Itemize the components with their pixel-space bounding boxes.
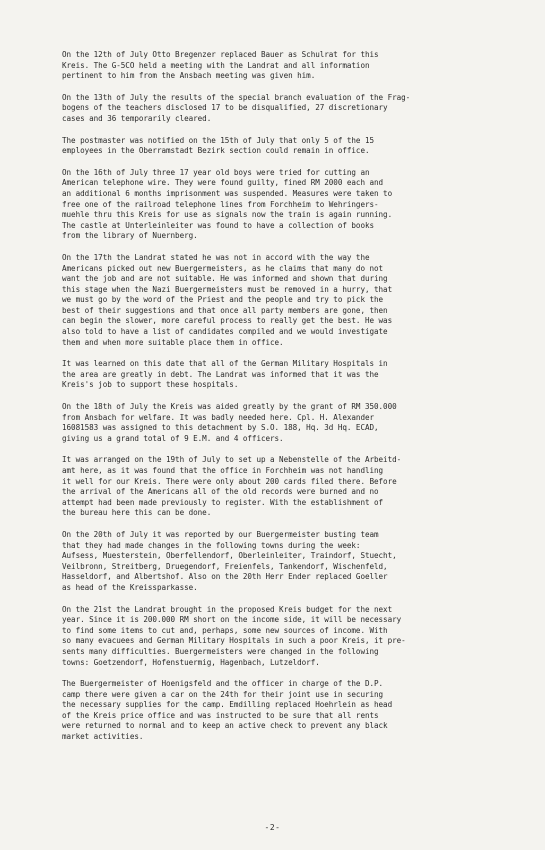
paragraph-kreis-budget: On the 21st the Landrat brought in the proposed Kreis budget for the next year. Since it is 200.000 RM short on the income side, it will be necessary to find some items to cut and, perhaps, some new sources of income. With so many evacuees and German Military Hospitals in such a poor Kreis, it pre- sents many difficulties. Buergermeisters were changed in the following towns: Goetzendorf, Hofenstuermig, Hagenbach, Lutzeldorf. — [62, 604, 406, 667]
paragraph-landrat-buergermeisters: On the 17th the Landrat stated he was not in accord with the way the Americans picked out new Buergermeisters, as he claims that many do not want the job and are not suitable. He was informed and shown that during this stage when the Nazi Buergermeisters must be removed in a hurry, that we must go by the word of the Priest and the people and try to pick the best of their suggestions and that once all party members are gone, then can begin the slower, more careful process to really get the best. He was also told to have a list of candidates compiled and we would investigate them and when more suitable place them in office. — [62, 252, 393, 347]
paragraph-welfare-grant: On the 18th of July the Kreis was aided greatly by the grant of RM 350.000 from Ansbach for welfare. It was badly needed here. Cpl. H. Alexander 16081583 was assigned to this detachment by S.O. 188, Hq. 3d Hq. ECAD, giving us a grand total of 9 E.M. and 4 officers. — [62, 402, 397, 443]
paragraph-busting-team: On the 20th of July it was reported by our Buergermeister busting team that they had made changes in the following towns during the week: Aufsess, Muesterstein, Oberfellendorf, Oberleinleiter, Traindorf, Stuecht, Veilbronn, Streitberg, Druegendorf, Freienfels, Tankendorf, Wischenfeld, Hasseldorf, and Albertshof. Also on the 20th Herr Ender replaced Goeller as head of the Kreissparkasse. — [62, 529, 397, 592]
paragraph-telephone-wire-trial: On the 16th of July three 17 year old boys were tried for cutting an American telephone wire. They were found guilty, fined RM 2000 each and an additional 6 months imprisonment was suspended. Measures were taken to free one of the railroad telephone lines from Forchheim to Wehringers- muehle thru this Kreis for use as signals now the train is again running. The castle at Unterleinleiter was found to have a collection of books from the library of Nuernberg. — [62, 167, 393, 241]
paragraph-military-hospitals: It was learned on this date that all of the German Military Hospitals in the area are greatly in debt. The Landrat was informed that it was the Kreis's job to support these hospitals. — [62, 359, 388, 390]
page-number: -2- — [264, 823, 281, 832]
paragraph-postmaster: The postmaster was notified on the 15th of July that only 5 of the 15 employees in the Oberramstadt Bezirk section could remain in office. — [62, 135, 375, 156]
paragraph-fragebogens-evaluation: On the 13th of July the results of the special branch evaluation of the Frag- bogens of the teachers disclosed 17 to be disqualified, 27 discretionary cases and 36 temporarily cleared. — [62, 92, 411, 123]
paragraph-bregenzer-schulrat: On the 12th of July Otto Bregenzer replaced Bauer as Schulrat for this Kreis. The G-5CO held a meeting with the Landrat and all information pertinent to him from the Ansbach meeting was given him. — [62, 50, 379, 81]
paragraph-arbeitsamt: It was arranged on the 19th of July to set up a Nebenstelle of the Arbeitd- amt here, as it was found that the office in Forchheim was not handling it well for our Kreis. There were only about 200 cards filed there. Before the arrival of the Americans all of the old records were burned and no attempt had been made previously to register. With the establishment of the bureau here this can be done. — [62, 455, 402, 518]
paragraph-dp-camp: The Buergermeister of Hoenigsfeld and the officer in charge of the D.P. camp there were given a car on the 24th for their joint use in securing the necessary supplies for the camp. Emdilling replaced Hoehrlein as head of the Kreis price office and was instructed to be sure that all rents were returned to normal and to keep an active check to prevent any black market activities. — [62, 679, 393, 742]
